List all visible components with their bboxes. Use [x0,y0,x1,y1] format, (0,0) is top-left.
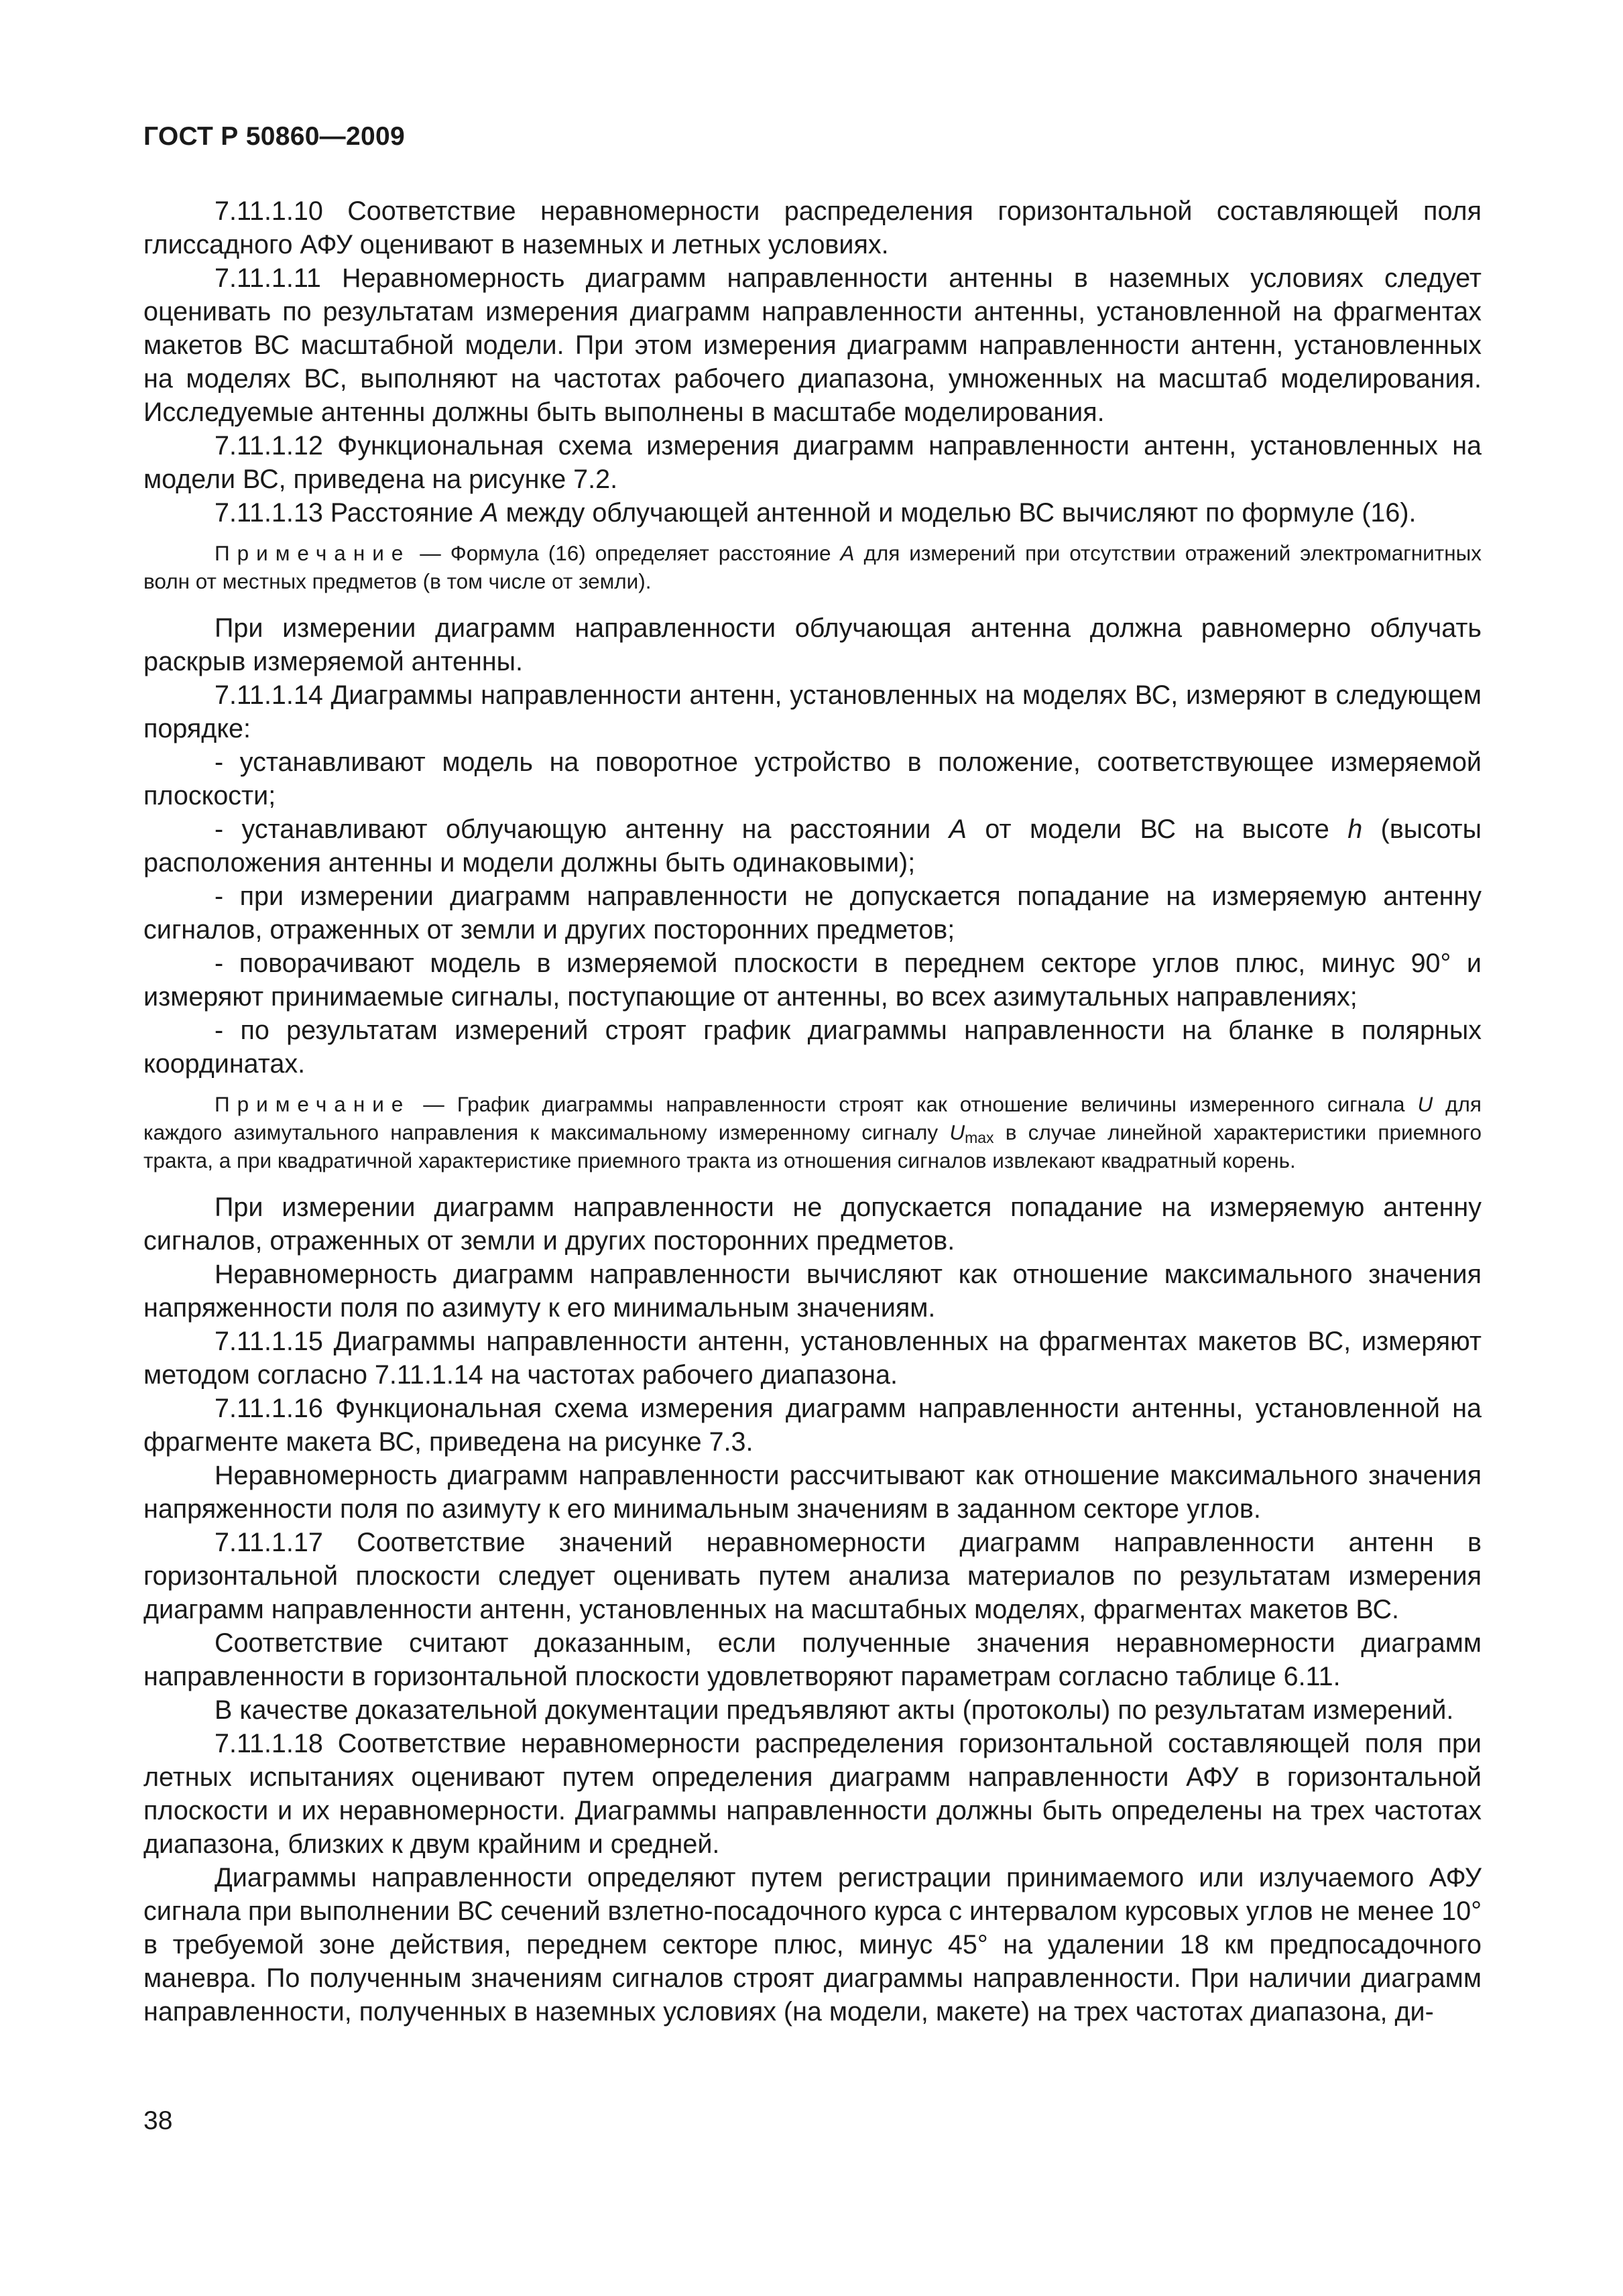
paragraph-documentation: В качестве доказательной документации предъявляют акты (протоколы) по результатам измерений. [215,1695,1454,1725]
paragraph-7-11-1-18: 7.11.1.18 Соответствие неравномерности распределения горизонтальной составляющей поля при летных испытаниях оценивают путем определения диаграмм направленности АФУ в горизонтальной плоскости и их неравномерности. Диаграммы направленности должны быть определены на трех частотах диапазона, близких к двум крайним и средней. [143,1729,1482,1859]
paragraph-flight-diagrams: Диаграммы направленности определяют путем регистрации принимаемого или излучаемого АФУ сигнала при выполнении ВС сечений взлетно-посадочного курса с интервалом курсовых углов не менее 10° в требуемой зоне действия, переднем секторе плюс, минус 45° на удалении 18 км предпосадочного маневра. По полученным значениям сигналов строят диаграммы направленности. При наличии диаграмм направленности, полученных в наземных условиях (на модели, макете) на трех частотах диапазона, ди- [143,1863,1482,2027]
paragraph-7-11-1-17: 7.11.1.17 Соответствие значений неравномерности диаграмм направленности антенн в горизонтальной плоскости следует оценивать путем анализа материалов по результатам измерения диаграмм направленности антенн, установленных на масштабных моделях, фрагментах макетов ВС. [143,1528,1482,1624]
paragraph-7-11-1-10: 7.11.1.10 Соответствие неравномерности распределения горизонтальной составляющей поля глиссадного АФУ оценивают в наземных и летных условиях. [143,196,1482,259]
paragraph-reflection: При измерении диаграмм направленности не допускается попадание на измеряемую антенну сигналов, отраженных от земли и других посторонних предметов. [143,1193,1482,1256]
subscript-max: max [965,1129,994,1146]
document-header: ГОСТ Р 50860—2009 [143,122,405,151]
paragraph-7-11-1-15: 7.11.1.15 Диаграммы направленности антенн, установленных на фрагментах макетов ВС, измеряют методом согласно 7.11.1.14 на частотах рабочего диапазона. [143,1327,1482,1390]
variable-a: А [840,541,855,565]
variable-a: А [481,498,499,528]
paragraph-nonuniformity: Неравномерность диаграмм направленности вычисляют как отношение максимального значения напряженности поля по азимуту к его минимальным значениям. [143,1260,1482,1323]
paragraph-7-11-1-16: 7.11.1.16 Функциональная схема измерения диаграмм направленности антенны, установленной на фрагменте макета ВС, приведена на рисунке 7.3. [143,1394,1482,1457]
note-diagram-graph: Примечание — График диаграммы направленности строят как отношение величины измеренного сигнала U для каждого азимутального направления к максимальному измеренному сигналу $U_{max}$ в случае линейной характеристики приемного тракта, а при квадратичной характеристике приемного тракта из отношения сигналов извлекают квадратный корень. [143,1092,1482,1172]
paragraph-irradiation: При измерении диаграмм направленности облучающая антенна должна равномерно облучать раскрыв измеряемой антенны. [143,613,1482,676]
list-item: - по результатам измерений строят график диаграммы направленности на бланке в полярных координатах. [143,1016,1482,1079]
variable-h: h [1347,814,1363,844]
note-label: Примечание [215,541,411,565]
page-number: 38 [143,2106,173,2135]
paragraph-proof: Соответствие считают доказанным, если полученные значения неравномерности диаграмм направленности в горизонтальной плоскости удовлетворяют параметрам согласно таблице 6.11. [143,1628,1482,1691]
variable-a: А [949,814,967,844]
variable-u: U [1417,1092,1433,1116]
paragraph-sector-nonuniformity: Неравномерность диаграмм направленности рассчитывают как отношение максимального значения напряженности поля по азимуту к его минимальным значениям в заданном секторе углов. [143,1461,1482,1524]
paragraph-7-11-1-14: 7.11.1.14 Диаграммы направленности антенн, установленных на моделях ВС, измеряют в следующем порядке: [143,680,1482,743]
paragraph-7-11-1-11: 7.11.1.11 Неравномерность диаграмм направленности антенны в наземных условиях следует оценивать по результатам измерения диаграмм направленности антенны, установленной на фрагментах макетов ВС масштабной модели. При этом измерения диаграмм направленности антенн, установленных на моделях ВС, выполняют на частотах рабочего диапазона, умноженных на масштаб моделирования. Исследуемые антенны должны быть выполнены в масштабе моделирования. [143,263,1482,427]
variable-u-max: U [949,1120,965,1144]
paragraph-7-11-1-12: 7.11.1.12 Функциональная схема измерения диаграмм направленности антенн, установленных на модели ВС, приведена на рисунке 7.2. [143,431,1482,494]
list-item: - устанавливают модель на поворотное устройство в положение, соответствующее измеряемой плоскости; [143,747,1482,810]
note-label: Примечание [215,1092,411,1116]
list-item: - устанавливают облучающую антенну на расстоянии А от модели ВС на высоте h (высоты расположения антенны и модели должны быть одинаковыми); [143,814,1482,878]
document-body [143,194,1482,2029]
list-item: - при измерении диаграмм направленности не допускается попадание на измеряемую антенну сигналов, отраженных от земли и других посторонних предметов; [143,882,1482,945]
list-item: - поворачивают модель в измеряемой плоскости в переднем секторе углов плюс, минус 90° и измеряют принимаемые сигналы, поступающие от антенны, во всех азимутальных направлениях; [143,949,1482,1012]
note-formula-16: Примечание — Формула (16) определяет расстояние А для измерений при отсутствии отражений электромагнитных волн от местных предметов (в том числе от земли). [143,541,1482,593]
paragraph-7-11-1-13: 7.11.1.13 Расстояние А между облучающей антенной и моделью ВС вычисляют по формуле (16). [215,498,1417,528]
